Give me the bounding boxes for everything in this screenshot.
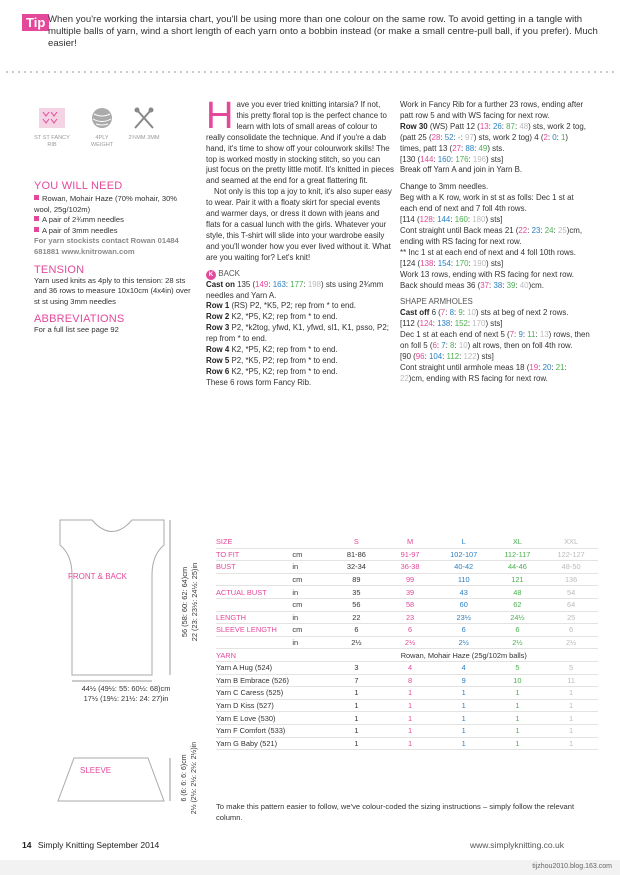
size-table — [216, 536, 598, 750]
middle-column — [206, 95, 394, 389]
yarn-ball-icon — [89, 106, 115, 130]
sleeve-outline — [58, 758, 164, 801]
footer-left — [22, 840, 159, 850]
front-back-outline — [60, 520, 164, 675]
front-width-label: 44½ (49½: 55: 60½: 68)cm 17½ (19½: 21½: 24: 27)in — [81, 684, 171, 703]
table-row: cm 56 58 60 62 64 — [216, 598, 598, 611]
abbreviations-text: For a full list see page 92 — [34, 325, 119, 335]
spec-needles: 2¾MM 3MM — [126, 106, 162, 142]
spec-weight: 4PLY WEIGHT — [84, 106, 120, 149]
table-row: Yarn E Love (530) 1 1 1 1 1 — [216, 712, 598, 725]
tip-badge: Tip — [22, 14, 49, 31]
back-section — [206, 269, 394, 389]
table-row: Yarn G Baby (521) 1 1 1 1 1 — [216, 737, 598, 750]
intro-text: H ave you ever tried knitting intarsia? If not, this pretty floral top is the perfect chance to learn with lots of small areas of colour to really consolidate the technique. And if you're a dab hand, it's time to show off your colourwork skills! The top is worked mostly in stocking stitch, so you can just focus on the pretty little motif. It's knitted in pieces and seamed at the end for a great flattering fit. Not only is this top a joy to knit, it's also super easy to wear. Pair it with a floaty skirt for special events and warmer days, or dress it down with jeans and flats for a casual lunch with the girls. Whatever your style, this T-shirt will slide into your wardrobe easily and you'll wonder how you ever lived without it. What are you waiting for? Let's knit! — [206, 95, 394, 262]
table-row: SLEEVE LENGTH cm 6 6 6 6 6 — [216, 624, 598, 637]
colour-note: To make this pattern easier to follow, we've colour-coded the sizing instructions – simply follow the relevant column. — [216, 802, 575, 822]
list-item: A pair of 2¾mm needles — [34, 215, 196, 226]
back-heading: BACK — [218, 268, 241, 278]
drop-cap: H — [206, 95, 234, 137]
watermark: tijzhou2010.blog.163.com — [532, 863, 612, 870]
list-item: Rowan, Mohair Haze (70% mohair, 30% wool, 25g/102m) — [34, 194, 178, 214]
right-column: Work in Fancy Rib for a further 23 rows, ending after patt row 5 and with WS facing for next row. Row 30 (WS) Patt 12 (13: 26: 87: 48) sts, work 2 tog, (patt 25 (28: 52: -: 97) sts, work 2 tog) 4 (2: 0: 1) times, patt 13 (27: 88: 49) sts. [130 (144: 160: 176: 196) sts] Break off Yarn A and join in Yarn B. Change to 3mm needles. Beg with a K row, work in st st as folls: Dec 1 st at each end of next and 7 foll 4th rows. [114 (128: 144: 160: 180) sts] Cont straight until Back meas 21 (22: 23: 24: 25)cm, ending with RS facing for next row. ** Inc 1 st at each end of next and 4 foll 10th rows. [124 (138: 154: 170: 190) sts] Work 13 rows, ending with RS facing for next row. Back should meas 36 (37: 38: 39: 40)cm. SHAPE ARMHOLES Cast off 6 (7: 8: 9: 10) sts at beg of next 2 rows. [112 (124: 138: 152: 170) sts] Dec 1 st at each end of next 5 (7: 9: 11: 13) rows, then on foll 5 (6: 7: 8: 10) alt rows, then on foll 4th row. [90 (96: 104: 112: 122) sts] Cont straight until armhole meas 18 (19: 20: 21: 22)cm, ending with RS facing for next row. — [400, 100, 590, 383]
list-item: A pair of 3mm needles — [34, 226, 196, 237]
table-row: Yarn D Kiss (527) 1 1 1 1 1 — [216, 699, 598, 712]
table-row: in 2½ 2½ 2½ 2½ 2½ — [216, 636, 598, 649]
table-row: ACTUAL BUST in 35 39 43 48 54 — [216, 586, 598, 599]
back-instructions: Cast on 135 (149: 163: 177: 198) sts using 2¾mm needles and Yarn A. Row 1 (RS) P2, *K5, P2; rep from * to end. Row 2 K2, *P5, K2; rep from * to end. Row 3 P2, *k2tog, yfwd, K1, yfwd, sl1, K1, psso, P2; rep from * to end. Row 4 K2, *P5, K2; rep from * to end. Row 5 P2, *K5, P2; rep from * to end. Row 6 K2, *P5, K2; rep from * to end. These 6 rows form Fancy Rib. — [206, 279, 389, 387]
materials-list — [34, 194, 196, 258]
table-row: Yarn F Comfort (533) 1 1 1 1 1 — [216, 724, 598, 737]
tip-text: When you're working the intarsia chart, you'll be using more than one colour on the same row. To avoid getting in a tangle with multiple balls of yarn, wind a short length of each yarn onto a bobbin instead (or make a small centre-pull ball, if you prefer). Much easier! — [48, 14, 598, 49]
table-row: Yarn B Embrace (526) 7 8 9 10 11 — [216, 674, 598, 687]
st-st-fancy-rib-icon — [37, 106, 67, 130]
left-column — [34, 180, 196, 336]
table-row: cm 89 99 110 121 136 — [216, 573, 598, 586]
tension-text: Yarn used knits as 4ply to this tension: 28 sts and 36 rows to measure 10x10cm (4x4in) over st st using 3mm needles — [34, 275, 191, 306]
table-row: BUST in 32-34 36-38 40-42 44-46 48-50 — [216, 561, 598, 574]
tension-heading: TENSION — [34, 263, 85, 276]
you-will-need-heading: YOU WILL NEED — [34, 180, 123, 192]
knit-badge: K — [206, 270, 216, 280]
table-header: SIZE S M L XL XXL — [216, 536, 598, 548]
sleeve-label: SLEEVE — [80, 766, 112, 775]
yarn-header-row: YARN Rowan, Mohair Haze (25g/102m balls) — [216, 649, 598, 662]
front-back-label: FRONT & BACK — [68, 572, 127, 581]
spec-icons — [34, 106, 164, 158]
dotted-divider — [4, 71, 616, 73]
footer-url[interactable]: www.simplyknitting.co.uk — [470, 840, 565, 850]
page-number: 14 — [22, 840, 32, 850]
stockists-note: For yarn stockists contact Rowan 01484 681881 www.knitrowan.com — [34, 236, 179, 256]
table-row: TO FIT cm 81-86 91-97 102-107 112-117 122-127 — [216, 548, 598, 561]
table-row: Yarn C Caress (525) 1 1 1 1 1 — [216, 687, 598, 700]
table-row: Yarn A Hug (524) 3 4 4 5 5 — [216, 661, 598, 674]
watermark-bar — [0, 860, 620, 875]
magazine-issue: Simply Knitting September 2014 — [37, 840, 160, 850]
knitting-needles-icon — [131, 106, 157, 130]
abbreviations-heading: ABBREVIATIONS — [34, 313, 125, 326]
shape-armholes-heading: SHAPE ARMHOLES — [400, 297, 473, 307]
table-row: LENGTH in 22 23 23½ 24½ 25 — [216, 611, 598, 624]
spec-st-st: ST ST FANCY RIB — [34, 106, 70, 149]
